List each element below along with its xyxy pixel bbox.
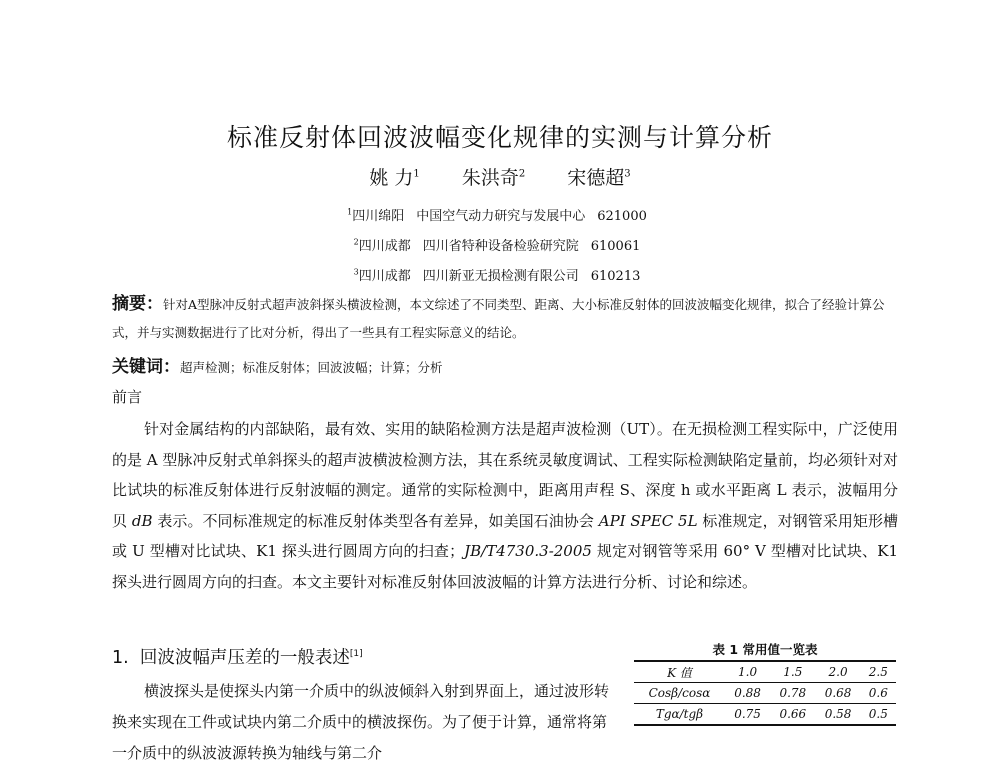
intro-text: 规定对钢管等采用 60° V 型槽对比试块、K1 探头进行圆周方向的扫查。本文主要针对标准反射体回波波幅的计算方法进行分析、讨论和综述。	[112, 542, 898, 591]
affiliation-city: 四川成都	[358, 239, 411, 254]
paper-title: 标准反射体回波波幅变化规律的实测与计算分析	[226, 123, 773, 152]
intro-unit: dB	[131, 511, 153, 530]
table-cell: Tgα/tgβ	[634, 704, 725, 726]
table-grid	[634, 660, 896, 726]
table-cell: 0.78	[770, 683, 815, 704]
affiliation-org: 中国空气动力研究与发展中心	[416, 209, 586, 224]
keywords-label: 关键词：	[112, 357, 180, 377]
table-row	[634, 683, 896, 704]
section-1-heading	[112, 644, 363, 669]
intro-standard-jb: JB/T4730.3-2005	[464, 542, 592, 560]
author-sup: 1	[413, 168, 420, 180]
affiliation-zip: 610213	[590, 269, 641, 284]
author-name: 宋德超	[567, 167, 625, 189]
author-2	[462, 167, 525, 189]
affiliation-city: 四川成都	[358, 269, 411, 284]
author-sup: 3	[624, 168, 631, 180]
affiliation-3	[0, 265, 1000, 284]
abstract-label: 摘要：	[112, 294, 163, 314]
author-name: 姚 力	[369, 167, 414, 189]
author-3	[567, 167, 630, 189]
table-cell: 0.58	[815, 704, 860, 726]
affiliation-city: 四川绵阳	[352, 209, 405, 224]
section-number: 1.	[112, 648, 129, 668]
table-row	[634, 704, 896, 726]
intro-text: 标准规定，对钢管采用矩形槽或 U 型槽对比试块、K1 探头进行圆周方向的扫查；	[112, 511, 898, 560]
table-cell: 0.66	[770, 704, 815, 726]
table-header-cell: 2.0	[815, 661, 860, 683]
author-list	[0, 163, 1000, 190]
intro-standard-api: API SPEC 5L	[598, 511, 698, 530]
section-1-body: 横波探头是使探头内第一介质中的纵波倾斜入射到界面上，通过波形转换来实现在工件或试块内第二介质中的横波探伤。为了便于计算，通常将第一介质中的纵波波源转换为轴线与第二介	[112, 682, 610, 762]
affiliation-sup: 2	[353, 237, 359, 247]
author-sup: 2	[518, 168, 526, 180]
table-header-cell: 1.0	[725, 661, 770, 683]
keywords-text: 超声检测；标准反射体；回波波幅；计算；分析	[180, 360, 443, 375]
affiliation-zip: 610061	[590, 239, 641, 254]
table-cell: 0.5	[861, 704, 896, 726]
table-caption: 表 1 常用值一览表	[712, 642, 818, 657]
abstract	[112, 290, 898, 347]
affiliation-org: 四川省特种设备检验研究院	[422, 239, 579, 254]
affiliation-1	[0, 205, 1000, 224]
table-1	[634, 640, 896, 726]
affiliation-sup: 1	[347, 207, 353, 217]
table-cell: Cosβ/cosα	[634, 683, 725, 704]
preface-heading: 前言	[112, 388, 143, 406]
table-cell: 0.88	[725, 683, 770, 704]
table-cell: 0.75	[725, 704, 770, 726]
affiliation-zip: 621000	[597, 209, 647, 224]
intro-paragraph	[112, 414, 898, 597]
table-header-row	[634, 661, 896, 683]
table-header-cell: K 值	[634, 661, 725, 683]
abstract-text: 针对A型脉冲反射式超声波斜探头横波检测，本文综述了不同类型、距离、大小标准反射体的回波波幅变化规律，拟合了经验计算公式，并与实测数据进行了比对分析，得出了一些具有工程实际意义的结论。	[112, 297, 885, 340]
affiliation-2	[0, 235, 1000, 254]
section-title: 回波波幅声压差的一般表述	[139, 648, 350, 668]
intro-text: 针对金属结构的内部缺陷，最有效、实用的缺陷检测方法是超声波检测（UT）。在无损检测工程实际中，广泛使用的是 A 型脉冲反射式单斜探头的超声波横波检测方法，其在系统灵敏度调试、工程实际检测缺陷定量前，均必须针对对比试块的标准反射体进行反射波幅的测定。通常的实际检测中，距离用声程 S、深度 h 或水平距离 L 表示，波幅用分贝	[112, 420, 898, 530]
author-1	[369, 167, 419, 189]
table-header-cell: 1.5	[770, 661, 815, 683]
table-cell: 0.6	[861, 683, 896, 704]
affiliation-org: 四川新亚无损检测有限公司	[422, 269, 579, 284]
author-name: 朱洪奇	[461, 167, 519, 189]
table-cell: 0.68	[815, 683, 860, 704]
citation-ref: [1]	[349, 649, 363, 660]
affiliation-sup: 3	[353, 267, 359, 277]
intro-text: 表示。不同标准规定的标准反射体类型各有差异，如美国石油协会	[152, 511, 599, 530]
table-header-cell: 2.5	[861, 661, 896, 683]
keywords	[112, 353, 898, 382]
